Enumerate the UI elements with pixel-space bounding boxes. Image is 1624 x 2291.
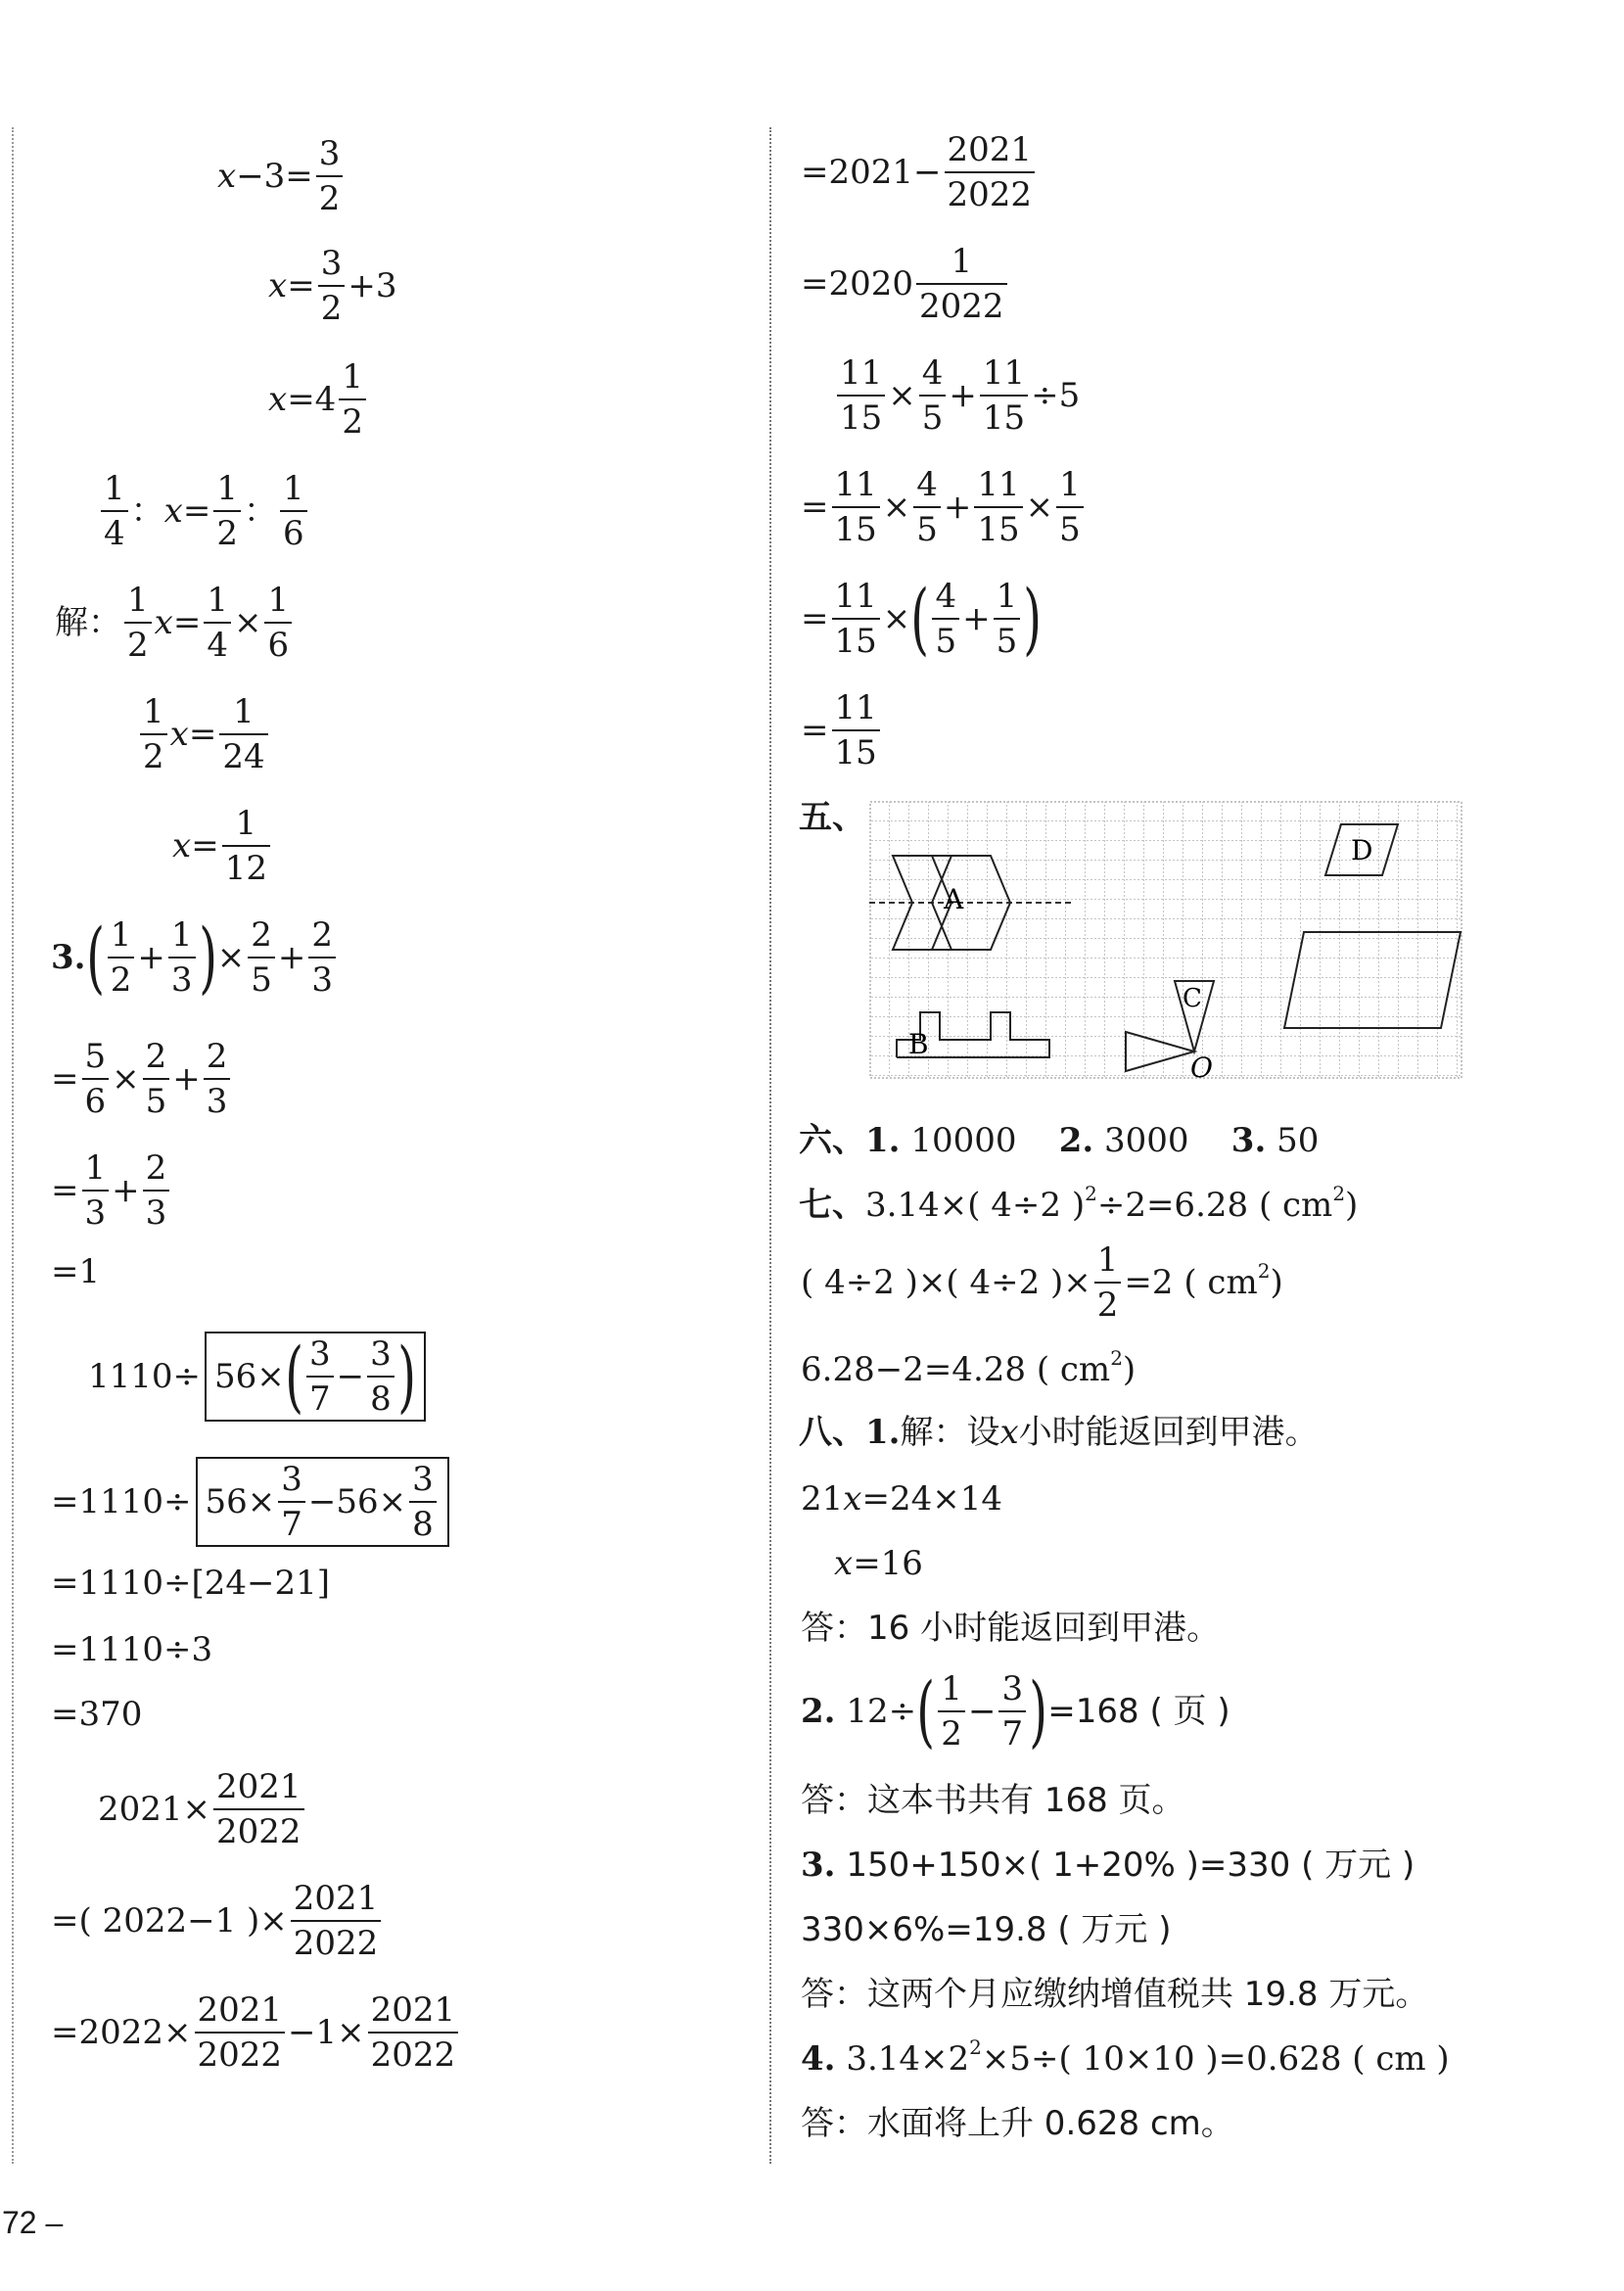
eq-line-12: 1110÷ 56× ( 3 7 − $\frac{3}{8}$ ) (88, 1332, 430, 1422)
eq-line-ba2: 21 x =24×14 (801, 1479, 1002, 1519)
right-paren: ) (198, 912, 217, 1003)
eq-line-1: x −3= $\frac{3}{2}$ (217, 137, 346, 215)
fraction: $\frac{11}{15}$ (832, 580, 880, 658)
label-a: A (944, 883, 964, 915)
page-number: 72 – (2, 2205, 64, 2240)
eq-line-16: =370 (51, 1695, 143, 1734)
fraction: $\frac{1}{5}$ (1056, 468, 1084, 546)
eq-line-r4: = $\frac{11}{15}$ × $\frac{4}{5}$ + $\frac{11}{15}$ × $\frac{1}{5}$ (801, 468, 1087, 546)
eq-line-2: x = $\frac{3}{2}$ +3 (268, 244, 397, 328)
eq-line-r1: =2021− $\frac{2021}{2022}$ (801, 133, 1038, 211)
eq-line-r5: = $\frac{11}{15}$ × ( 4 5 + $\frac{1}{5}$ ) (801, 573, 1043, 664)
fraction: 1 4 (101, 472, 128, 550)
fraction: $\frac{3}{7}$ (998, 1672, 1026, 1751)
section-8-q3: 3. 150+150×( 1+20% )=330 ( 万元 ) (801, 1846, 1415, 1885)
fraction: $\frac{11}{15}$ (832, 691, 880, 770)
fraction: $\frac{3}{2}$ (316, 137, 344, 215)
fraction: 1 2022 (916, 245, 1007, 323)
fraction: $\frac{2}{5}$ (248, 918, 275, 997)
fraction: $\frac{1}{6}$ (264, 584, 292, 662)
eq-line-6: 1 2 x = $\frac{1}{24}$ (137, 695, 271, 773)
column-separator (769, 127, 771, 2164)
left-paren: ( (285, 1331, 303, 1422)
problem-3: 3. ( 1 2 + $\frac{1}{3}$ ) × $\frac{2}{5}$ + $\frac{2}{3}$ (51, 918, 339, 997)
eq-line-19: =2022× $\frac{2021}{2022}$ −1× $\frac{2021}{2022}$ (51, 1993, 461, 2072)
fraction: $\frac{2021}{2022}$ (368, 1993, 459, 2072)
fraction: 1 6 (280, 472, 307, 550)
left-paren: ( (910, 573, 930, 664)
fraction: $\frac{2021}{2022}$ (945, 133, 1036, 211)
fraction: 1 2 (124, 584, 152, 662)
section-5-label: 五、 (799, 798, 865, 837)
section-8-q1: 八、 1. 解：设 x 小时能返回到甲港。 (799, 1413, 1319, 1452)
left-paren: ( (916, 1665, 936, 1756)
fraction: $\frac{4}{5}$ (919, 356, 947, 435)
fraction: $\frac{2}{5}$ (143, 1040, 170, 1118)
answer-2: 答：这本书共有 168 页。 (801, 1781, 1185, 1820)
left-margin-rule (12, 127, 14, 2164)
fraction: $\frac{1}{5}$ (994, 580, 1021, 658)
section-8-q2: 2. 12÷ ( 1 2 − $\frac{3}{7}$ ) =168 ( 页 ) (801, 1665, 1230, 1756)
fraction: $\frac{1}{24}$ (219, 695, 267, 773)
eq-line-7: x = $\frac{1}{12}$ (172, 807, 273, 885)
transformation-grid (869, 801, 1466, 1095)
fraction: $\frac{2021}{2022}$ (213, 1770, 304, 1848)
section-8-q4: 4. 3.14×2 2 ×5÷( 10×10 )=0.628 ( cm ) (801, 2035, 1450, 2079)
fraction: $\frac{11}{15}$ (832, 468, 880, 546)
fraction: 3 7 (306, 1337, 334, 1416)
fraction: $\frac{11}{15}$ (980, 356, 1028, 435)
fraction: $\frac{1}{3}$ (82, 1151, 110, 1230)
fraction: 4 5 (932, 580, 959, 658)
answer-4: 答：水面将上升 0.628 cm。 (801, 2104, 1234, 2143)
eq-line-3: x =4 1 2 (268, 360, 369, 439)
fraction: $\frac{2021}{2022}$ (291, 1882, 382, 1960)
fraction: $\frac{1}{2}$ (1094, 1243, 1122, 1322)
fraction: $\frac{3}{2}$ (318, 247, 346, 325)
label-o: O (1190, 1052, 1213, 1084)
eq-line-14: =1110÷[24−21] (51, 1564, 331, 1603)
section-6: 六、 1. 10000 2. 3000 3. 50 (799, 1121, 1320, 1160)
section-7-line-1: 七、 3.14×( 4÷2 ) 2 ÷2=6.28 ( cm 2 ) (799, 1182, 1359, 1225)
fraction: 1 2 (339, 360, 366, 439)
fraction: $\frac{5}{6}$ (82, 1040, 110, 1118)
fraction: $\frac{4}{5}$ (913, 468, 941, 546)
fraction: $\frac{2021}{2022}$ (195, 1993, 286, 2072)
label-d: D (1351, 834, 1373, 866)
eq-line-ba3: x =16 (834, 1544, 923, 1583)
right-paren: ) (1023, 573, 1043, 664)
left-paren: ( (85, 912, 105, 1003)
fraction: $\frac{2}{3}$ (143, 1151, 170, 1230)
eq-line-11: =1 (51, 1252, 101, 1291)
fraction: $\frac{3}{8}$ (409, 1463, 437, 1541)
fraction: 1 2 (938, 1672, 965, 1751)
fraction: $\frac{2}{3}$ (204, 1040, 231, 1118)
fraction: $\frac{1}{12}$ (222, 807, 270, 885)
eq-line-15: =1110÷3 (51, 1630, 213, 1669)
label-b: B (908, 1028, 929, 1060)
fraction: $\frac{1}{4}$ (204, 584, 231, 662)
fraction: $\frac{11}{15}$ (837, 356, 885, 435)
answer-3: 答：这两个月应缴纳增值税共 19.8 万元。 (801, 1975, 1429, 2014)
square-bracket: 56× ( 3 7 − $\frac{3}{8}$ ) (205, 1332, 426, 1422)
fraction: $\frac{1}{2}$ (213, 472, 241, 550)
square-bracket: 56× $\frac{3}{7}$ −56× $\frac{3}{8}$ (196, 1457, 449, 1547)
right-paren: ) (397, 1331, 416, 1422)
eq-line-4: 1 4 ： x = $\frac{1}{2}$ ： 1 6 (98, 472, 310, 550)
eq-line-r3: $\frac{11}{15}$ × $\frac{4}{5}$ + $\frac{11}{15}$ ÷5 (834, 356, 1080, 435)
fraction: $\frac{3}{7}$ (278, 1463, 305, 1541)
eq-line-10: = $\frac{1}{3}$ + $\frac{2}{3}$ (51, 1151, 172, 1230)
section-7-line-3: 6.28−2=4.28 ( cm 2 ) (801, 1346, 1137, 1389)
eq-line-17: 2021× $\frac{2021}{2022}$ (98, 1770, 307, 1848)
fraction: $\frac{1}{3}$ (168, 918, 196, 997)
eq-line-ba8: 330×6%=19.8 ( 万元 ) (801, 1910, 1172, 1949)
fraction: $\frac{11}{15}$ (974, 468, 1022, 546)
fraction: 1 2 (108, 918, 135, 997)
right-paren: ) (1029, 1665, 1048, 1756)
eq-line-5: 解： 1 2 x = $\frac{1}{4}$ × $\frac{1}{6}$ (55, 584, 295, 662)
answer-1: 答：16 小时能返回到甲港。 (801, 1609, 1221, 1648)
section-7-line-2: ( 4÷2 )×( 4÷2 )× $\frac{1}{2}$ =2 ( cm 2 ) (801, 1240, 1283, 1325)
eq-line-r2: =2020 1 2022 (801, 245, 1010, 323)
fraction: $\frac{3}{8}$ (367, 1337, 394, 1416)
eq-line-18: =( 2022−1 )× $\frac{2021}{2022}$ (51, 1882, 384, 1960)
eq-line-r6: = $\frac{11}{15}$ (801, 691, 883, 770)
fraction: 1 2 (140, 695, 167, 773)
eq-line-9: = $\frac{5}{6}$ × $\frac{2}{5}$ + $\frac{2}{3}$ (51, 1040, 233, 1118)
label-c: C (1183, 984, 1202, 1013)
fraction: $\frac{2}{3}$ (308, 918, 336, 997)
eq-line-13: =1110÷ 56× $\frac{3}{7}$ −56× $\frac{3}{8}$ (51, 1457, 453, 1547)
